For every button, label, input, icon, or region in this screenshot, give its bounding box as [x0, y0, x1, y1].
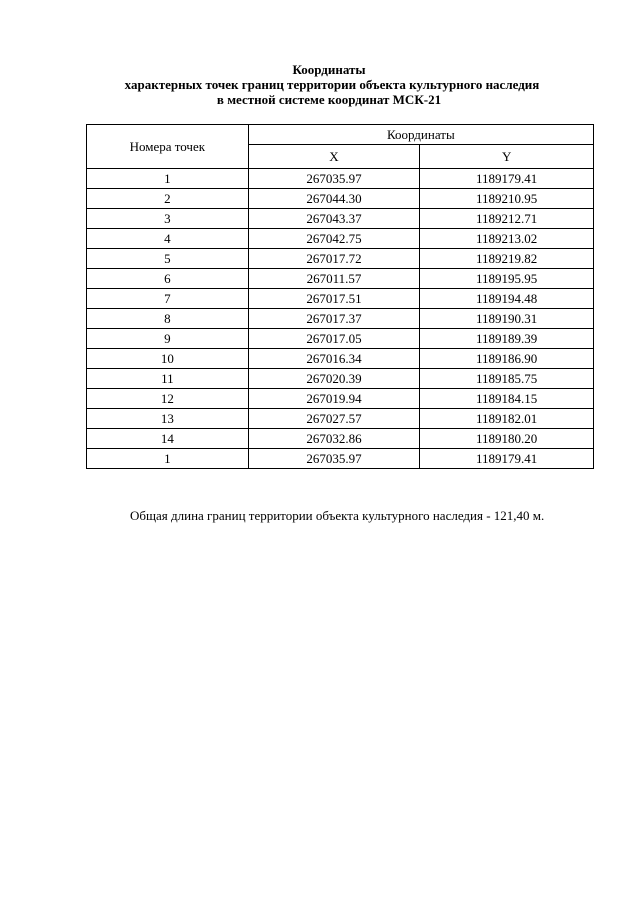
- coord-y-cell: 1189194.48: [420, 289, 594, 309]
- point-number-cell: 6: [87, 269, 249, 289]
- coord-y-cell: 1189189.39: [420, 329, 594, 349]
- coord-y-cell: 1189210.95: [420, 189, 594, 209]
- coord-x-cell: 267016.34: [248, 349, 420, 369]
- coord-y-cell: 1189190.31: [420, 309, 594, 329]
- point-number-cell: 5: [87, 249, 249, 269]
- table-row: [87, 389, 594, 409]
- table-row: [87, 369, 594, 389]
- coord-x-cell: 267043.37: [248, 209, 420, 229]
- coord-y-cell: 1189180.20: [420, 429, 594, 449]
- point-number-cell: 4: [87, 229, 249, 249]
- coord-x-cell: 267035.97: [248, 449, 420, 469]
- coord-y-cell: 1189185.75: [420, 369, 594, 389]
- point-number-cell: 7: [87, 289, 249, 309]
- coord-y-cell: 1189186.90: [420, 349, 594, 369]
- coord-x-cell: 267035.97: [248, 169, 420, 189]
- coord-y-cell: 1189212.71: [420, 209, 594, 229]
- header-y: Y: [420, 145, 594, 169]
- coordinates-table: [86, 124, 594, 469]
- coord-x-cell: 267027.57: [248, 409, 420, 429]
- coord-y-cell: 1189219.82: [420, 249, 594, 269]
- coord-x-cell: 267042.75: [248, 229, 420, 249]
- coord-y-cell: 1189182.01: [420, 409, 594, 429]
- coord-y-cell: 1189179.41: [420, 169, 594, 189]
- table-row: [87, 349, 594, 369]
- coord-x-cell: 267017.51: [248, 289, 420, 309]
- table-row: [87, 209, 594, 229]
- document-title: [0, 62, 640, 107]
- coord-x-cell: 267017.72: [248, 249, 420, 269]
- point-number-cell: 12: [87, 389, 249, 409]
- total-length-note: Общая длина границ территории объекта культурного наследия - 121,40 м.: [130, 508, 545, 523]
- point-number-cell: 1: [87, 449, 249, 469]
- table-header-row: [87, 125, 594, 145]
- coord-x-cell: 267017.37: [248, 309, 420, 329]
- table-row: [87, 329, 594, 349]
- table-row: [87, 409, 594, 429]
- point-number-cell: 11: [87, 369, 249, 389]
- coord-x-cell: 267020.39: [248, 369, 420, 389]
- coord-x-cell: 267019.94: [248, 389, 420, 409]
- coord-x-cell: 267032.86: [248, 429, 420, 449]
- table-row: [87, 229, 594, 249]
- coord-x-cell: 267011.57: [248, 269, 420, 289]
- header-x: X: [248, 145, 420, 169]
- point-number-cell: 3: [87, 209, 249, 229]
- table-row: [87, 289, 594, 309]
- point-number-cell: 9: [87, 329, 249, 349]
- header-coordinates: Координаты: [248, 125, 593, 145]
- title-line-1: Координаты: [292, 62, 366, 77]
- table-row: [87, 169, 594, 189]
- point-number-cell: 2: [87, 189, 249, 209]
- point-number-cell: 14: [87, 429, 249, 449]
- table-row: [87, 189, 594, 209]
- table-row: [87, 449, 594, 469]
- table-row: [87, 309, 594, 329]
- coord-x-cell: 267044.30: [248, 189, 420, 209]
- title-line-2: характерных точек границ территории объекта культурного наследия: [124, 77, 540, 92]
- point-number-cell: 13: [87, 409, 249, 429]
- coord-y-cell: 1189213.02: [420, 229, 594, 249]
- point-number-cell: 10: [87, 349, 249, 369]
- table-row: [87, 249, 594, 269]
- coord-y-cell: 1189195.95: [420, 269, 594, 289]
- table-row: [87, 269, 594, 289]
- table-row: [87, 429, 594, 449]
- point-number-cell: 1: [87, 169, 249, 189]
- coord-x-cell: 267017.05: [248, 329, 420, 349]
- coord-y-cell: 1189184.15: [420, 389, 594, 409]
- header-point-numbers: Номера точек: [87, 125, 249, 169]
- title-line-3: в местной системе координат МСК-21: [216, 92, 442, 107]
- coord-y-cell: 1189179.41: [420, 449, 594, 469]
- point-number-cell: 8: [87, 309, 249, 329]
